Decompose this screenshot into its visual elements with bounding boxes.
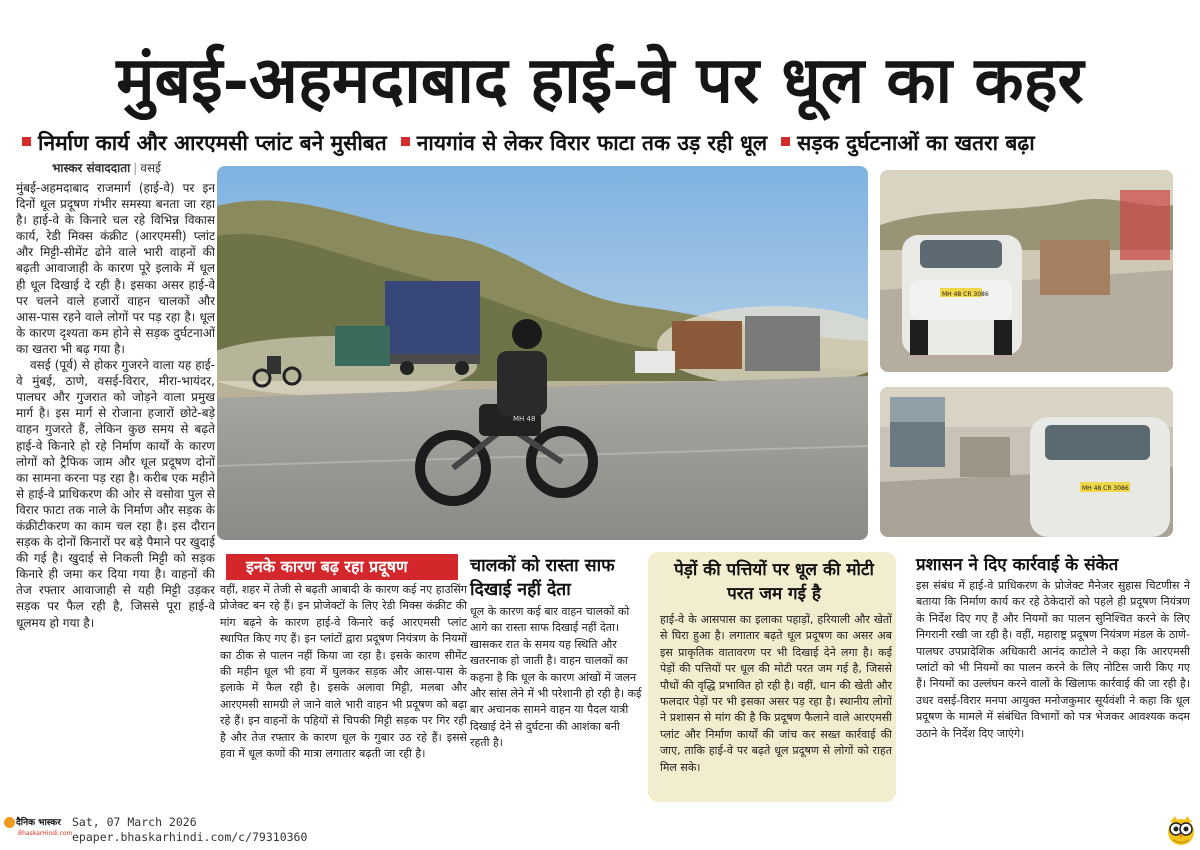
- logo-site-text: BhaskarHindi.com: [18, 830, 73, 837]
- subheadline-3: [781, 128, 1035, 158]
- section-1-body: वहीं, शहर में तेजी से बढ़ती आबादी के कारण कई नए हाउसिंग प्रोजेक्ट बन रहे हैं। इन प्रोजेक्टों के लिए रेडी मिक्स कंक्रीट की मांग बढ़ने के कारण हाई-वे किनारे कई आरएमसी प्लांट स्थापित किए गए हैं। इन प्लांटों द्वारा प्रदूषण नियंत्रण के नियमों का ठीक से पालन नहीं किया जा रहा है। इसके कारण सीमेंट की महीन धूल भी हवा में घुलकर सड़क और आस-पास के इलाके में फैल रही है। इसके अलावा मिट्टी, मलबा और आरएमसी सामग्री ले जाने वाले भारी वाहन भी प्रदूषण को बढ़ा रहे हैं। इन वाहनों के पहियों से चिपकी मिट्टी सड़क पर गिर रही है और तेज रफ्तार के कारण धूल के गुबार उठ रहे हैं। इससे हवा में धूल कणों की मात्रा लगातार बढ़ती जा रही है।: [220, 583, 467, 761]
- red-bullet-icon: [22, 137, 31, 146]
- main-photo: [217, 166, 868, 540]
- red-bullet-icon: [781, 137, 790, 146]
- footer-url[interactable]: epaper.bhaskarhindi.com/c/79310360: [72, 830, 308, 844]
- section-3-title: पेड़ों की पत्तियों पर धूल की मोटी परत जम गई है: [674, 560, 874, 604]
- section-3-body: हाई-वे के आसपास का इलाका पहाड़ों, हरियाली और खेतों से घिरा हुआ है। लगातार बढ़ते धूल प्रदूषण का असर अब इस प्राकृतिक वातावरण पर भी दिखाई देने लगा है। कई पेड़ों की पत्तियों पर धूल की मोटी परत जम गई है, जिससे पौधों की वृद्धि प्रभावित हो रही है। वहीं, धान की खेती और फलदार पेड़ों पर भी इसका असर पड़ रहा है। स्थानीय लोगों ने प्रशासन से मांग की है कि प्रदूषण फैलाने वाले आरएमसी प्लांट और निर्माण कार्यों की जांच कर सख्त कार्रवाई की जाए, ताकि हाई-वे पर बढ़ते धूल प्रदूषण से लोगों को राहत मिल सके।: [660, 613, 892, 774]
- side-photo-top-plate-text: MH 48 CR 3086: [942, 291, 989, 298]
- bhaskar-logo: [4, 817, 73, 847]
- main-photo-illustration: [217, 166, 868, 540]
- section-4-title: प्रशासन ने दिए कार्रवाई के संकेत: [916, 555, 1119, 575]
- subheadline-2-text: नायगांव से लेकर विरार फाटा तक उड़ रही धूल: [416, 131, 768, 155]
- red-bullet-icon: [401, 137, 410, 146]
- main-photo-plate-text: MH 48: [513, 415, 536, 423]
- side-photo-bottom-illustration: [880, 387, 1173, 537]
- bhaskar-sun-logo-icon: [4, 817, 15, 828]
- subheadline-2: [401, 128, 767, 158]
- subheadline-strip: [22, 128, 1182, 158]
- logo-brand-text: दैनिक भास्कर: [16, 818, 61, 828]
- side-photo-top-illustration: [880, 170, 1173, 372]
- side-photo-bottom: [880, 387, 1173, 537]
- owl-mascot-svg: [1166, 814, 1196, 846]
- footer-date: Sat, 07 March 2026: [72, 815, 197, 829]
- section-1-title: इनके कारण बढ़ रहा प्रदूषण: [226, 554, 458, 580]
- subheadline-1-text: निर्माण कार्य और आरएमसी प्लांट बने मुसीबत: [38, 131, 387, 155]
- side-photo-top: [880, 170, 1173, 372]
- owl-mascot-icon[interactable]: [1166, 814, 1196, 846]
- byline-place: वसई: [140, 161, 161, 175]
- byline: [52, 159, 161, 177]
- article-column-1: [16, 180, 215, 820]
- subheadline-1: [22, 128, 387, 158]
- side-photo-bottom-plate-text: MH 48 CR 3086: [1082, 485, 1129, 492]
- byline-separator: |: [133, 161, 138, 175]
- article-paragraph-1: मुंबई-अहमदाबाद राजमार्ग (हाई-वे) पर इन दिनों धूल प्रदूषण गंभीर समस्या बनता जा रहा है। हाई-वे के किनारे चल रहे विभिन्न विकास कार्य, रेडी मिक्स कंक्रीट (आरएमसी) प्लांट और मिट्टी-सीमेंट ढोने वाले भारी वाहनों की बढ़ती आवाजाही के कारण पूरे इलाके में धूल ही धूल दिखाई दे रही है। इसका असर हाई-वे पर चलने वाले हजारों वाहन चालकों और आस-पास रहने वाले लोगों पर पड़ रहा है। धूल के कारण दृश्यता कम होने से सड़क दुर्घटनाओं का खतरा भी बढ़ गया है।: [16, 181, 215, 356]
- headline: मुंबई-अहमदाबाद हाई-वे पर धूल का कहर: [116, 43, 1084, 118]
- section-2-body: धूल के कारण कई बार वाहन चालकों को आगे का रास्ता साफ दिखाई नहीं देता। खासकर रात के समय यह स्थिति और खतरनाक हो जाती है। वाहन चालकों का कहना है कि धूल के कारण आंखों में जलन और सांस लेने में भी परेशानी हो रही है। कई बार अचानक सामने वाहन या पैदल यात्री दिखाई देने से दुर्घटना की आशंका बनी रहती है।: [470, 605, 642, 750]
- subheadline-3-text: सड़क दुर्घटनाओं का खतरा बढ़ा: [797, 131, 1035, 155]
- byline-name: भास्कर संवाददाता: [52, 161, 131, 175]
- article-paragraph-2: वसई (पूर्व) से होकर गुजरने वाला यह हाई-वे मुंबई, ठाणे, वसई-विरार, मीरा-भायंदर, पालघर और गुजरात को जोड़ने वाला प्रमुख मार्ग है। इस मार्ग से रोजाना हजारों छोटे-बड़े वाहन गुजरते हैं, लेकिन कुछ समय से बढ़ते हाई-वे किनारे हो रहे निर्माण कार्यों के कारण लोगों को ट्रैफिक जाम और धूल प्रदूषण दोनों का सामना करना पड़ रहा है। करीब एक महीने से हाई-वे प्राधिकरण की ओर से वसोवा पुल से विरार फाटा तक नाले के निर्माण और सड़क के कंक्रीटीकरण का काम चल रहा है। इस दौरान सड़क के दोनों किनारों पर बड़े पैमाने पर खुदाई की गई है। खुदाई से निकली मिट्टी को सड़क किनारे ही जमा कर दिया गया है। वाहनों की तेज रफ्तार आवाजाही से यही मिट्टी उड़कर सड़क पर फैल रही है, जिससे पूरा हाई-वे धूलमय हो गया है।: [16, 358, 215, 630]
- section-4-body: इस संबंध में हाई-वे प्राधिकरण के प्रोजेक्ट मैनेजर सुहास चिटणीस ने बताया कि निर्माण कार्य कर रहे ठेकेदारों को पहले ही प्रदूषण नियंत्रण के निर्देश दिए गए हैं और नियमों का पालन सुनिश्चित करने के लिए निगरानी रखी जा रही है। वहीं, महाराष्ट्र प्रदूषण नियंत्रण मंडल के ठाणे-पालघर उपप्रादेशिक अधिकारी आनंद काटोले ने कहा कि आरएमसी प्लांटों को भी नियमों का पालन करने के लिए नोटिस जारी किए गए हैं। नियमों का उल्लंघन करने वालों के खिलाफ कार्रवाई की जा रही है। उधर वसई-विरार मनपा आयुक्त मनोजकुमार सूर्यवंशी ने कहा कि धूल प्रदूषण के मामले में संबंधित विभागों को पत्र भेजकर आवश्यक कदम उठाने के निर्देश दिए जाएंगे।: [916, 579, 1190, 740]
- section-2-title: चालकों को रास्ता साफ दिखाई नहीं देता: [470, 556, 615, 600]
